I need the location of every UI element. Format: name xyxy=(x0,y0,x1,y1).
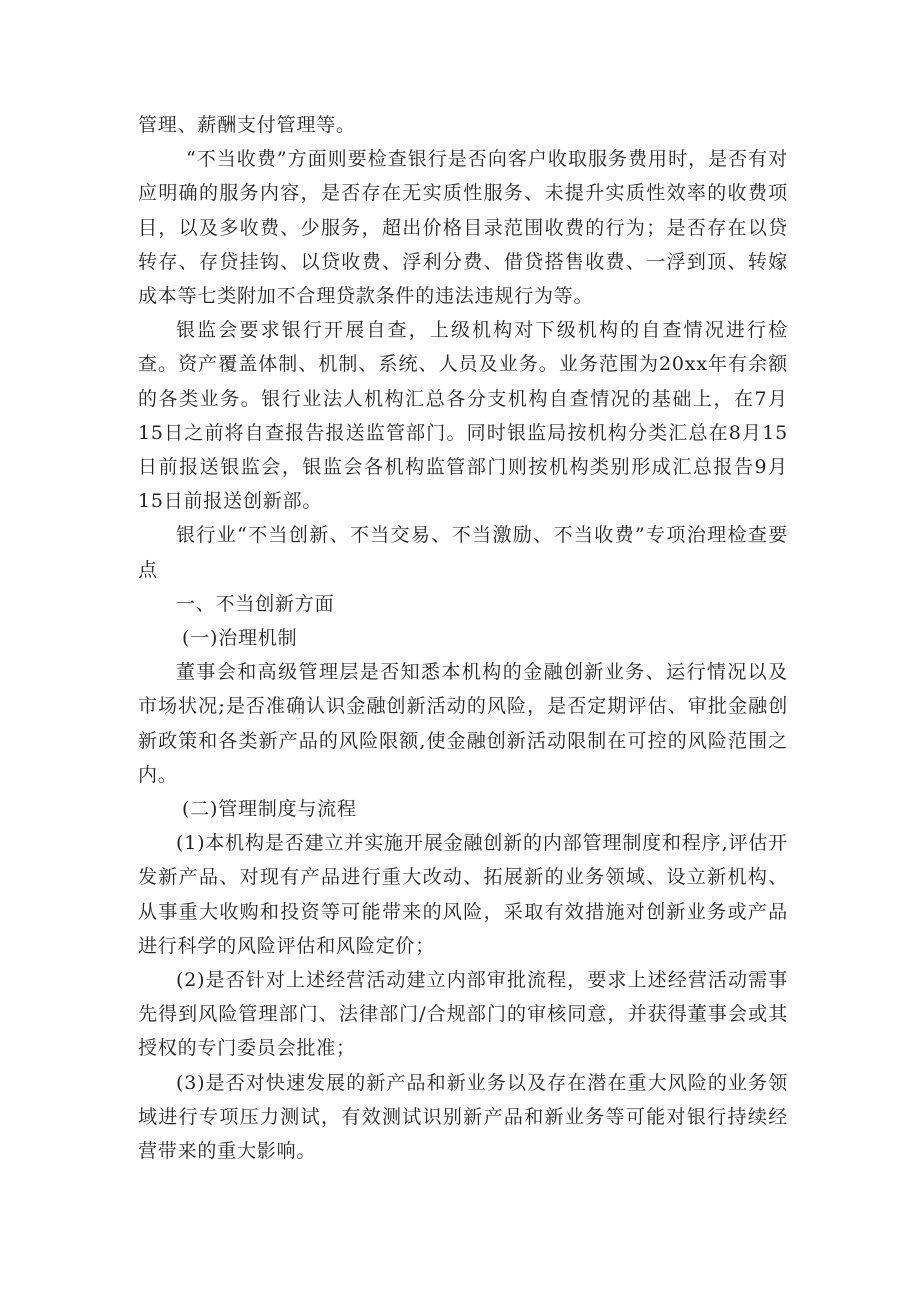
list-item-3: (3)是否对快速发展的新产品和新业务以及存在潜在重大风险的业务领域进行专项压力测试，有效测试识别新产品和新业务等可能对银行持续经营带来的重大影响。 xyxy=(138,1071,788,1163)
paragraph-governance: 董事会和高级管理层是否知悉本机构的金融创新业务、运行情况以及市场状况;是否准确认识金融创新活动的风险，是否定期评估、审批金融创新政策和各类新产品的风险限额,使金融创新活动限制在可控的风险范围之内。 xyxy=(138,661,788,786)
paragraph-continuation: 管理、薪酬支付管理等。 xyxy=(138,114,356,136)
heading-level-1: 一、不当创新方面 xyxy=(176,592,335,615)
paragraph-self-inspection: 银监会要求银行开展自查，上级机构对下级机构的自查情况进行检查。资产覆盖体制、机制、系统、人员及业务。业务范围为20xx年有余额的各类业务。银行业法人机构汇总各分支机构自查情况的基础上，在7月15日之前将自查报告报送监管部门。同时银监局按机构分类汇总在8月15日前报送银监会，银监会各机构监管部门则按机构类别形成汇总报告9月15日前报送创新部。 xyxy=(138,319,788,513)
list-item-1: (1)本机构是否建立并实施开展金融创新的内部管理制度和程序,评估开发新产品、对现有产品进行重大改动、拓展新的业务领域、设立新机构、从事重大收购和投资等可能带来的风险，采取有效措施对创新业务或产品进行科学的风险评估和风险定价； xyxy=(138,832,788,957)
paragraph-improper-fees: “不当收费”方面则要检查银行是否向客户收取服务费用时，是否有对应明确的服务内容，是否存在无实质性服务、未提升实质性效率的收费项目，以及多收费、少服务，超出价格目录范围收费的行为；是否存在以贷转存、存贷挂钩、以贷收费、浮利分费、借贷搭售收费、一浮到顶、转嫁成本等七类附加不合理贷款条件的违法违规行为等。 xyxy=(138,148,788,308)
heading-management-process: (二)管理制度与流程 xyxy=(182,798,357,821)
document-body xyxy=(138,108,788,1168)
list-item-2: (2)是否针对上述经营活动建立内部审批流程，要求上述经营活动需事先得到风险管理部门、法律部门/合规部门的审核同意，并获得董事会或其授权的专门委员会批准； xyxy=(138,969,788,1060)
page-bottom-margin xyxy=(0,1287,920,1301)
section-title: 银行业“不当创新、不当交易、不当激励、不当收费”专项治理检查要点 xyxy=(138,524,788,581)
heading-governance: (一)治理机制 xyxy=(182,627,298,650)
